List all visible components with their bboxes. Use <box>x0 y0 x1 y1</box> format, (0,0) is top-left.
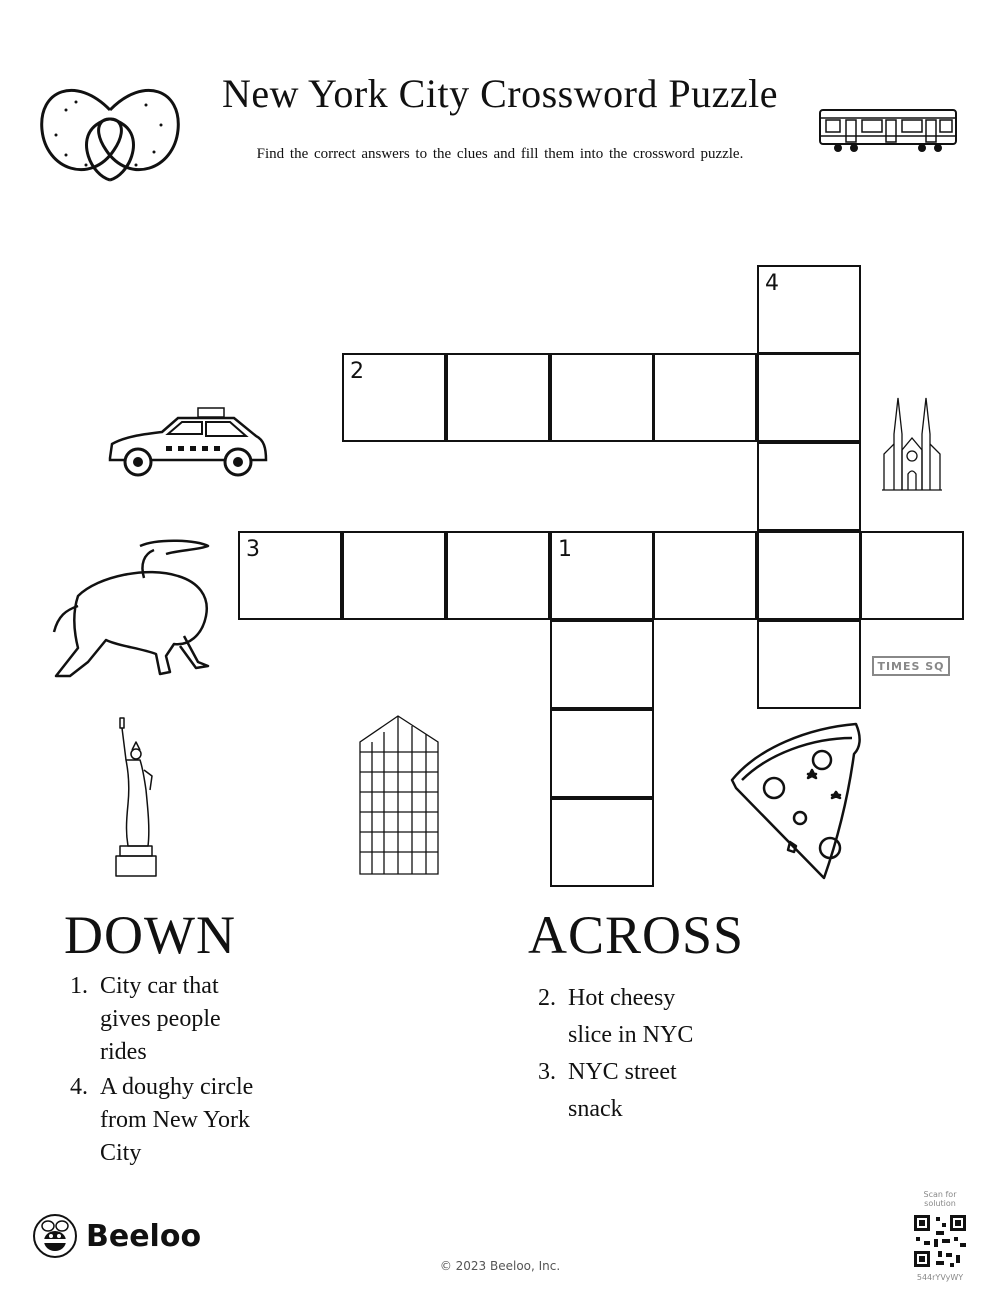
qr-caption: Scan for solution <box>923 1190 957 1208</box>
crossword-cell[interactable] <box>342 353 446 442</box>
clue-number: 3. <box>538 1059 556 1085</box>
crossword-cell[interactable] <box>550 353 654 442</box>
crossword-cell[interactable] <box>757 442 861 531</box>
crossword-cell[interactable] <box>757 531 861 620</box>
crossword-cell[interactable] <box>550 620 654 709</box>
clue-number-4: 4 <box>765 271 779 296</box>
clue-number-2: 2 <box>350 359 364 384</box>
crossword-cell[interactable] <box>550 798 654 887</box>
clue-number-1: 1 <box>558 537 572 562</box>
across-clue <box>538 1054 718 1128</box>
qr-code-icon[interactable] <box>910 1211 970 1271</box>
brand-name: Beeloo <box>86 1218 202 1254</box>
crossword-cell[interactable] <box>653 531 757 620</box>
clue-text: Hot cheesy slice in NYC <box>568 985 694 1048</box>
crossword-cell[interactable] <box>238 531 342 620</box>
crossword-cell[interactable] <box>550 531 654 620</box>
crossword-cell[interactable] <box>757 620 861 709</box>
crossword-cell[interactable] <box>446 531 550 620</box>
down-clue <box>70 970 260 1069</box>
crossword-cell[interactable] <box>446 353 550 442</box>
clue-text: A doughy circle from New York City <box>100 1074 254 1166</box>
clue-text: NYC street snack <box>568 1059 677 1122</box>
statue-of-liberty-icon <box>108 714 164 878</box>
clue-text: City car that gives people rides <box>100 973 221 1065</box>
brand-logo <box>32 1213 201 1259</box>
down-heading: DOWN <box>64 905 236 965</box>
pretzel-icon <box>36 80 184 192</box>
down-clue <box>70 1071 260 1170</box>
down-clue-list <box>70 970 260 1170</box>
across-clue-list <box>538 980 718 1128</box>
copyright: © 2023 Beeloo, Inc. <box>439 1259 561 1273</box>
taxi-icon <box>106 406 270 480</box>
clue-number: 2. <box>538 985 556 1011</box>
bee-logo-icon <box>32 1213 78 1259</box>
cathedral-icon <box>880 394 944 492</box>
crossword-cell[interactable] <box>342 531 446 620</box>
flatiron-building-icon <box>358 712 442 876</box>
page-title: New York City Crossword Puzzle <box>221 71 779 116</box>
subway-car-icon <box>818 106 958 154</box>
times-square-sign-icon: TIMES SQ <box>872 656 950 676</box>
crossword-cell[interactable] <box>757 353 861 442</box>
across-heading: ACROSS <box>528 905 745 965</box>
qr-block <box>910 1190 970 1282</box>
instructions: Find the correct answers to the clues and fill them into the crossword puzzle. <box>256 146 744 162</box>
qr-code-text: 544rYVyWY <box>916 1273 964 1282</box>
clue-number: 1. <box>70 973 88 999</box>
crossword-cell[interactable] <box>550 709 654 798</box>
charging-bull-icon <box>48 536 216 690</box>
clue-number-3: 3 <box>246 537 260 562</box>
pizza-slice-icon <box>728 718 864 882</box>
crossword-cell[interactable] <box>860 531 964 620</box>
crossword-cell[interactable] <box>757 265 861 354</box>
clue-number: 4. <box>70 1074 88 1100</box>
crossword-cell[interactable] <box>653 353 757 442</box>
across-clue <box>538 980 718 1054</box>
